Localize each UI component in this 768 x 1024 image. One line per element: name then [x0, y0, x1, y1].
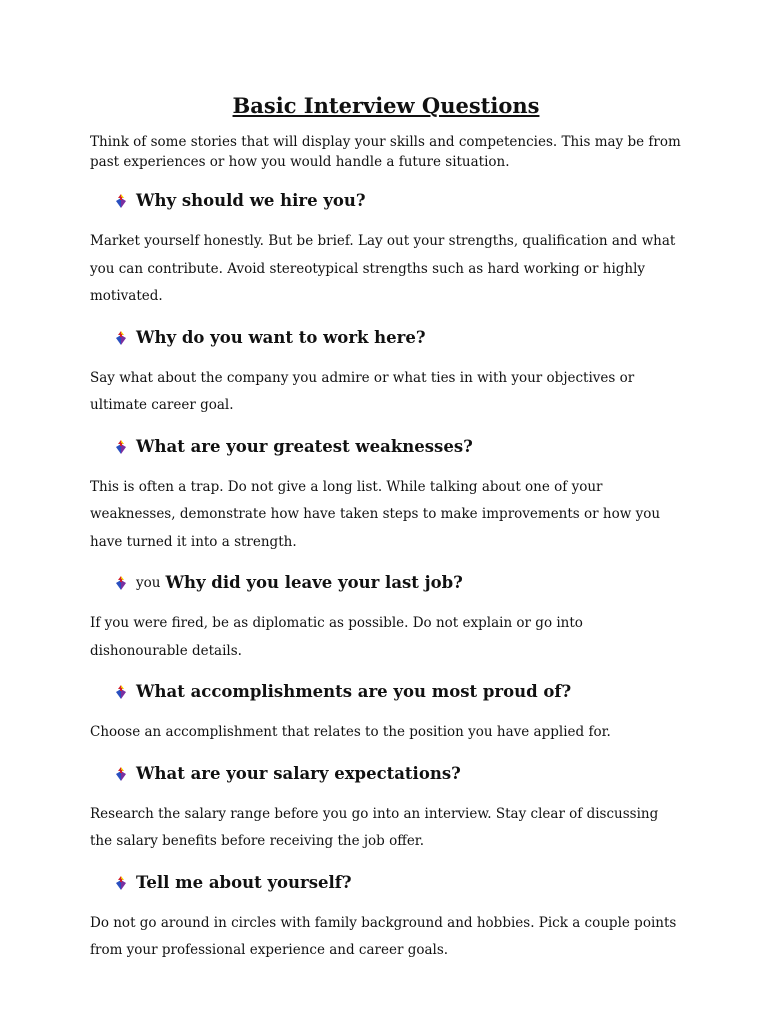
question-text: Why did you leave your last job?: [165, 573, 463, 592]
question-heading: [113, 323, 682, 353]
question-text: What are your salary expectations?: [136, 763, 461, 783]
question-list: [90, 186, 682, 965]
four-color-diamond-arrow-icon: [113, 193, 129, 209]
question-text: What are your greatest weaknesses?: [136, 436, 473, 456]
answer-text: Choose an accomplishment that relates to the position you have applied for.: [90, 724, 611, 740]
question-text: What accomplishments are you most proud of?: [136, 682, 572, 701]
four-color-diamond-arrow-icon: [113, 575, 129, 591]
answer-text: If you were fired, be as diplomatic as possible. Do not explain or go into dishonourable details.: [90, 615, 583, 659]
qa-item: [90, 868, 682, 965]
question-heading: [113, 677, 682, 707]
answer-text: Research the salary range before you go into an interview. Stay clear of discussing the salary benefits before receiving the job offer.: [90, 805, 659, 849]
question-text: Why do you want to work here?: [136, 327, 426, 347]
document-page: [90, 92, 682, 965]
question-text: Tell me about yourself?: [136, 872, 352, 892]
document-title: Basic Interview Questions: [232, 93, 540, 118]
question-heading: [113, 868, 682, 898]
qa-item: [90, 759, 682, 856]
four-color-diamond-arrow-icon: [113, 330, 129, 346]
intro-paragraph: Think of some stories that will display your skills and competencies. This may be from past experiences or how you would handle a future situation.: [90, 134, 681, 170]
qa-item: [90, 323, 682, 420]
qa-item: [90, 432, 682, 557]
answer-text: Do not go around in circles with family background and hobbies. Pick a couple points from your professional experience and career goals.: [90, 914, 677, 958]
four-color-diamond-arrow-icon: [113, 766, 129, 782]
question-heading: [113, 568, 682, 598]
question-text: Why should we hire you?: [136, 191, 366, 210]
answer-text: This is often a trap. Do not give a long list. While talking about one of your weaknesses, demonstrate how have taken steps to make improvements or how you have turned it into a strength.: [90, 478, 661, 550]
four-color-diamond-arrow-icon: [113, 875, 129, 891]
question-heading: [113, 432, 682, 462]
question-heading: [113, 186, 682, 216]
qa-item: [90, 186, 682, 311]
question-prefix: you: [136, 575, 161, 591]
qa-item: [90, 568, 682, 665]
four-color-diamond-arrow-icon: [113, 684, 129, 700]
question-heading: [113, 759, 682, 789]
answer-text: Say what about the company you admire or what ties in with your objectives or ultimate career goal.: [90, 369, 635, 413]
four-color-diamond-arrow-icon: [113, 439, 129, 455]
answer-text: Market yourself honestly. But be brief. Lay out your strengths, qualification and what you can contribute. Avoid stereotypical strengths such as hard working or highly motivated.: [90, 233, 676, 304]
qa-item: [90, 677, 682, 747]
